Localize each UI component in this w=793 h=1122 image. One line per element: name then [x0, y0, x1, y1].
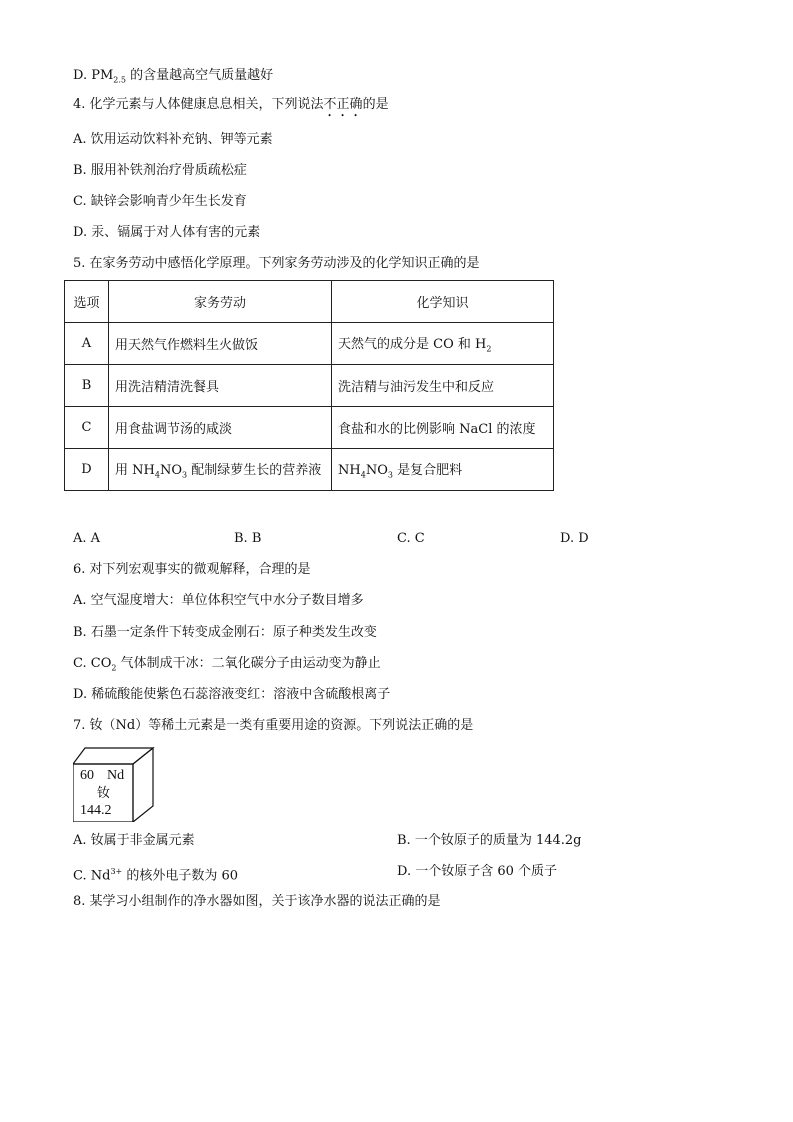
table-row [65, 365, 554, 407]
q6-stem: 6. 对下列宏观事实的微观解释，合理的是 [73, 562, 311, 577]
q8-stem: 8. 某学习小组制作的净水器如图，关于该净水器的说法正确的是 [73, 894, 441, 909]
element-name: 钕 [97, 786, 111, 801]
q4-option-d: D. 汞、镉属于对人体有害的元素 [73, 225, 261, 240]
q4-option-b: B. 服用补铁剂治疗骨质疏松症 [73, 163, 247, 178]
q4-option-a: A. 饮用运动饮料补充钠、钾等元素 [73, 132, 273, 147]
row-labor: 用洗洁精清洗餐具 [109, 365, 332, 407]
row-labor: 用天然气作燃料生火做饭 [109, 323, 332, 365]
row-option: A [65, 323, 109, 365]
q3-option-d: D. $PM_{2.5}$ 的含量越高空气质量越好 [73, 68, 274, 85]
q4-stem: 4. 化学元素与人体健康息息相关，下列说法不正确的是 [73, 97, 389, 112]
header-option: 选项 [65, 281, 109, 323]
q7-option-b: B. 一个钕原子的质量为 144.2g [397, 833, 582, 848]
q5-answer-c: C. C [397, 531, 425, 546]
row-labor: 用 $NH_4NO_3$ 配制绿萝生长的营养液 [109, 449, 332, 491]
row-labor: 用食盐调节汤的咸淡 [109, 407, 332, 449]
element-symbol: Nd [107, 768, 125, 783]
table-row [65, 407, 554, 449]
row-option: B [65, 365, 109, 407]
row-knowledge: 食盐和水的比例影响 NaCl 的浓度 [332, 407, 554, 449]
table-row [65, 323, 554, 365]
row-option: C [65, 407, 109, 449]
q6-option-d: D. 稀硫酸能使紫色石蕊溶液变红：溶液中含硫酸根离子 [73, 687, 391, 702]
table-header-row [65, 281, 554, 323]
element-number: 60 [80, 768, 94, 783]
q7-option-d: D. 一个钕原子含 60 个质子 [397, 864, 558, 879]
q7-option-a: A. 钕属于非金属元素 [73, 833, 195, 848]
q7-stem: 7. 钕（Nd）等稀土元素是一类有重要用途的资源。下列说法正确的是 [73, 718, 474, 733]
q4-option-c: C. 缺锌会影响青少年生长发育 [73, 194, 247, 209]
row-option: D [65, 449, 109, 491]
element-card [73, 746, 155, 822]
q5-answer-a: A. A [73, 531, 101, 546]
table-row [65, 449, 554, 491]
header-knowledge: 化学知识 [332, 281, 554, 323]
row-knowledge: $NH_4NO_3$ 是复合肥料 [332, 449, 554, 491]
q6-option-b: B. 石墨一定条件下转变成金刚石：原子种类发生改变 [73, 625, 377, 640]
row-knowledge: 天然气的成分是 CO 和 $H_2$ [332, 323, 554, 365]
q5-answer-d: D. D [560, 531, 589, 546]
q5-stem: 5. 在家务劳动中感悟化学原理。下列家务劳动涉及的化学知识正确的是 [73, 256, 480, 271]
q5-table [64, 280, 554, 491]
row-knowledge: 洗洁精与油污发生中和反应 [332, 365, 554, 407]
q6-option-a: A. 空气湿度增大：单位体积空气中水分子数目增多 [73, 593, 364, 608]
header-labor: 家务劳动 [109, 281, 332, 323]
q7-option-c: C. $Nd^{3+}$ 的核外电子数为 60 [73, 867, 239, 884]
q5-answer-b: B. B [234, 531, 262, 546]
q6-option-c: C. $CO_2$ 气体制成干冰：二氧化碳分子由运动变为静止 [73, 656, 381, 673]
element-mass: 144.2 [80, 803, 112, 818]
